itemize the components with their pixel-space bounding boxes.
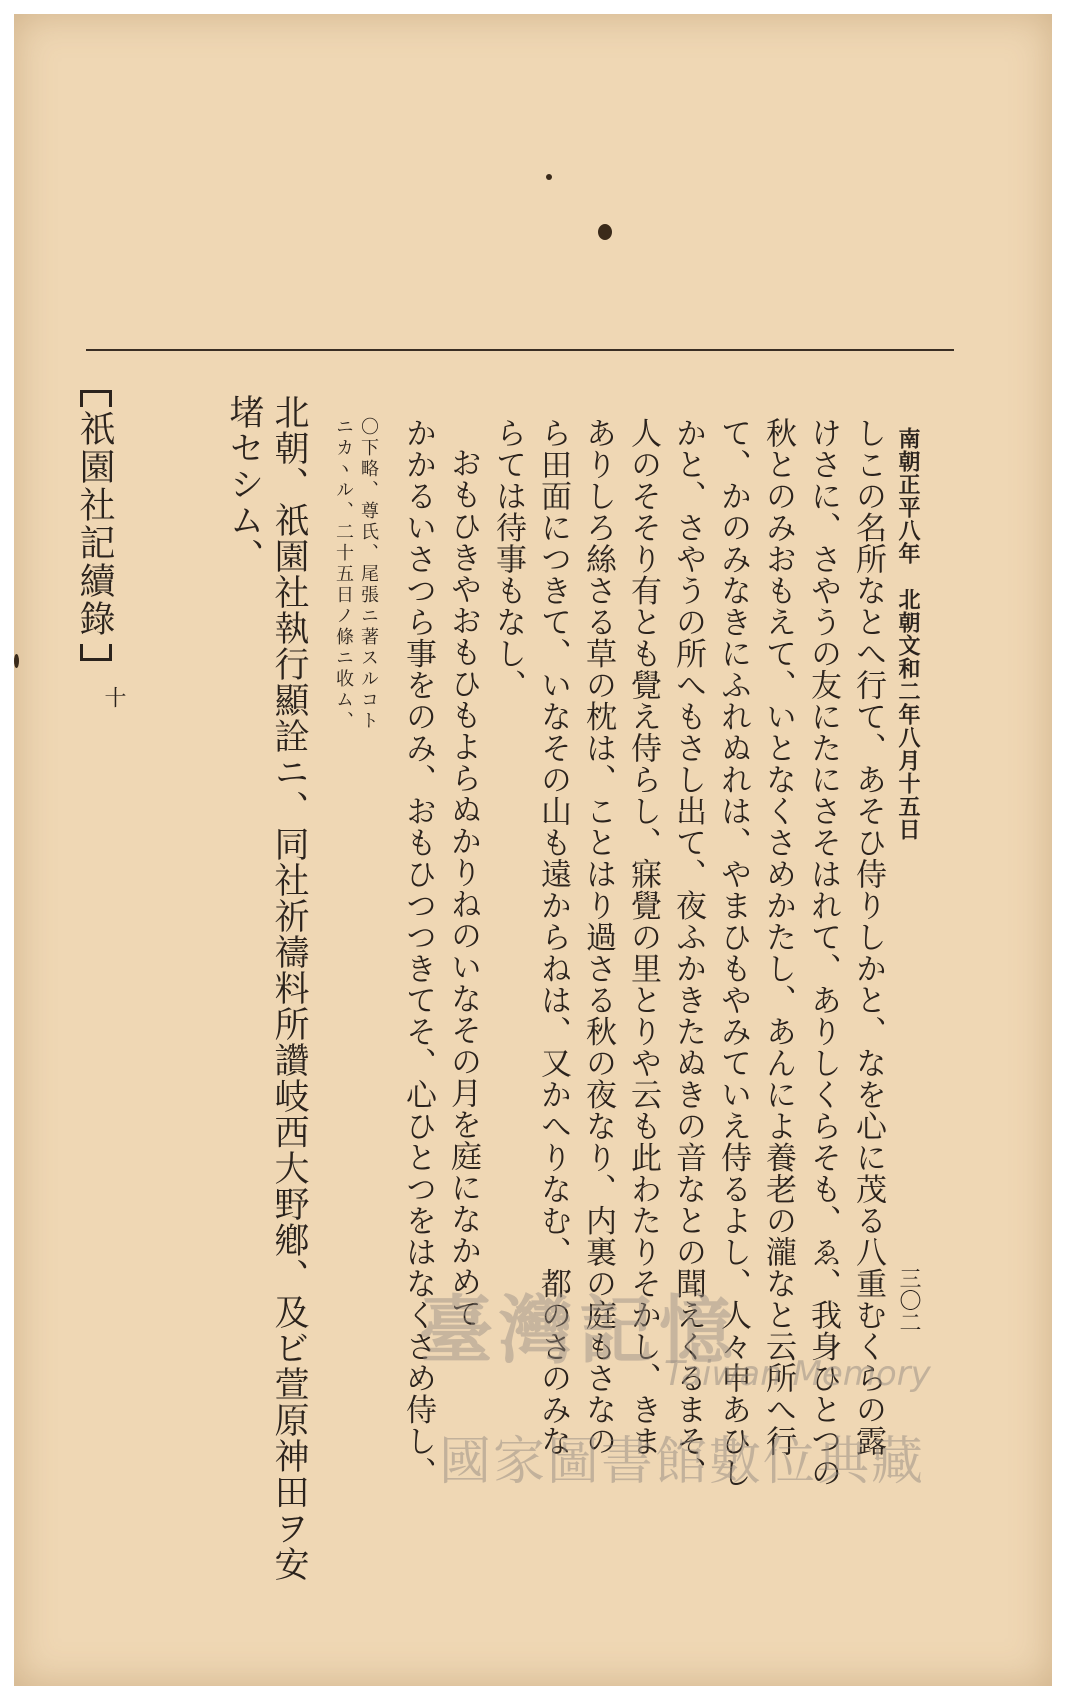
poem-column: おもひきやおもひもよらぬかりねのいなその月を庭になかめて bbox=[445, 447, 481, 1329]
body-column: らては待事もなし、 bbox=[490, 417, 526, 701]
section-heading: 祇園社記續錄 bbox=[74, 410, 115, 638]
main-entry: 北朝、祇園社執行顯詮ニ、同社祈禱料所讚岐西大野鄕、及ビ萱原神田ヲ安 bbox=[269, 394, 309, 1582]
page-header-title: 南朝正平八年 北朝文和二年八月十五日 bbox=[895, 427, 921, 841]
body-column: かかるいさつら事をのみ、おもひつつきてそ、心ひとつをはなくさめ侍し、 bbox=[400, 417, 436, 1488]
main-entry: 堵セシム、 bbox=[224, 394, 264, 574]
ink-spot bbox=[14, 654, 19, 668]
editorial-note: 〇下略、尊氏、尾張ニ著スルコト bbox=[358, 417, 379, 732]
watermark-library: 國家圖書館數位典藏 bbox=[439, 1432, 926, 1492]
page-number: 三〇二 bbox=[896, 1267, 921, 1333]
editorial-note: ニカヽル、二十五日ノ條ニ收ム、 bbox=[333, 417, 354, 732]
section-volume: 十 bbox=[101, 686, 126, 708]
body-column: 人のそそり有とも覺え侍らし、寐覺の里とりや云も此わたりそかし、きま bbox=[625, 417, 661, 1457]
ink-spot bbox=[598, 224, 612, 240]
ink-spot bbox=[546, 174, 552, 180]
body-column: ら田面につきて、いなその山も遠からねは、又かへりなむ、都のさのみな bbox=[535, 417, 571, 1457]
body-column: しこの名所なとへ行て、あそひ侍りしかと、なを心に茂る八重むくらの露 bbox=[850, 417, 886, 1457]
heading-bracket-bottom bbox=[80, 644, 112, 661]
watermark-english: Taiwan Memory bbox=[664, 1354, 931, 1394]
body-column: ありしろ絲さる草の枕は、ことはり過さる秋の夜なり、内裏の庭もさなの bbox=[580, 417, 616, 1457]
heading-bracket-top bbox=[80, 390, 112, 407]
body-column: けさに、さやうの友にたにさそはれて、ありしくらそも、ゑ、我身ひとつの bbox=[805, 417, 841, 1488]
body-column: かと、さやうの所へもさし出て、夜ふかきたぬきの音なとの聞えくるまそ、 bbox=[670, 417, 706, 1488]
header-rule bbox=[86, 349, 954, 351]
document-page bbox=[14, 14, 1052, 1686]
body-column: て、かのみなきにふれぬれは、やまひもやみていえ侍るよし、人々申あひし bbox=[715, 417, 751, 1488]
watermark-logo: 臺灣記憶 bbox=[419, 1288, 739, 1374]
body-column: 秋とのみおもえて、いとなくさめかたし、あんによ養老の瀧なと云所へ行 bbox=[760, 417, 796, 1457]
